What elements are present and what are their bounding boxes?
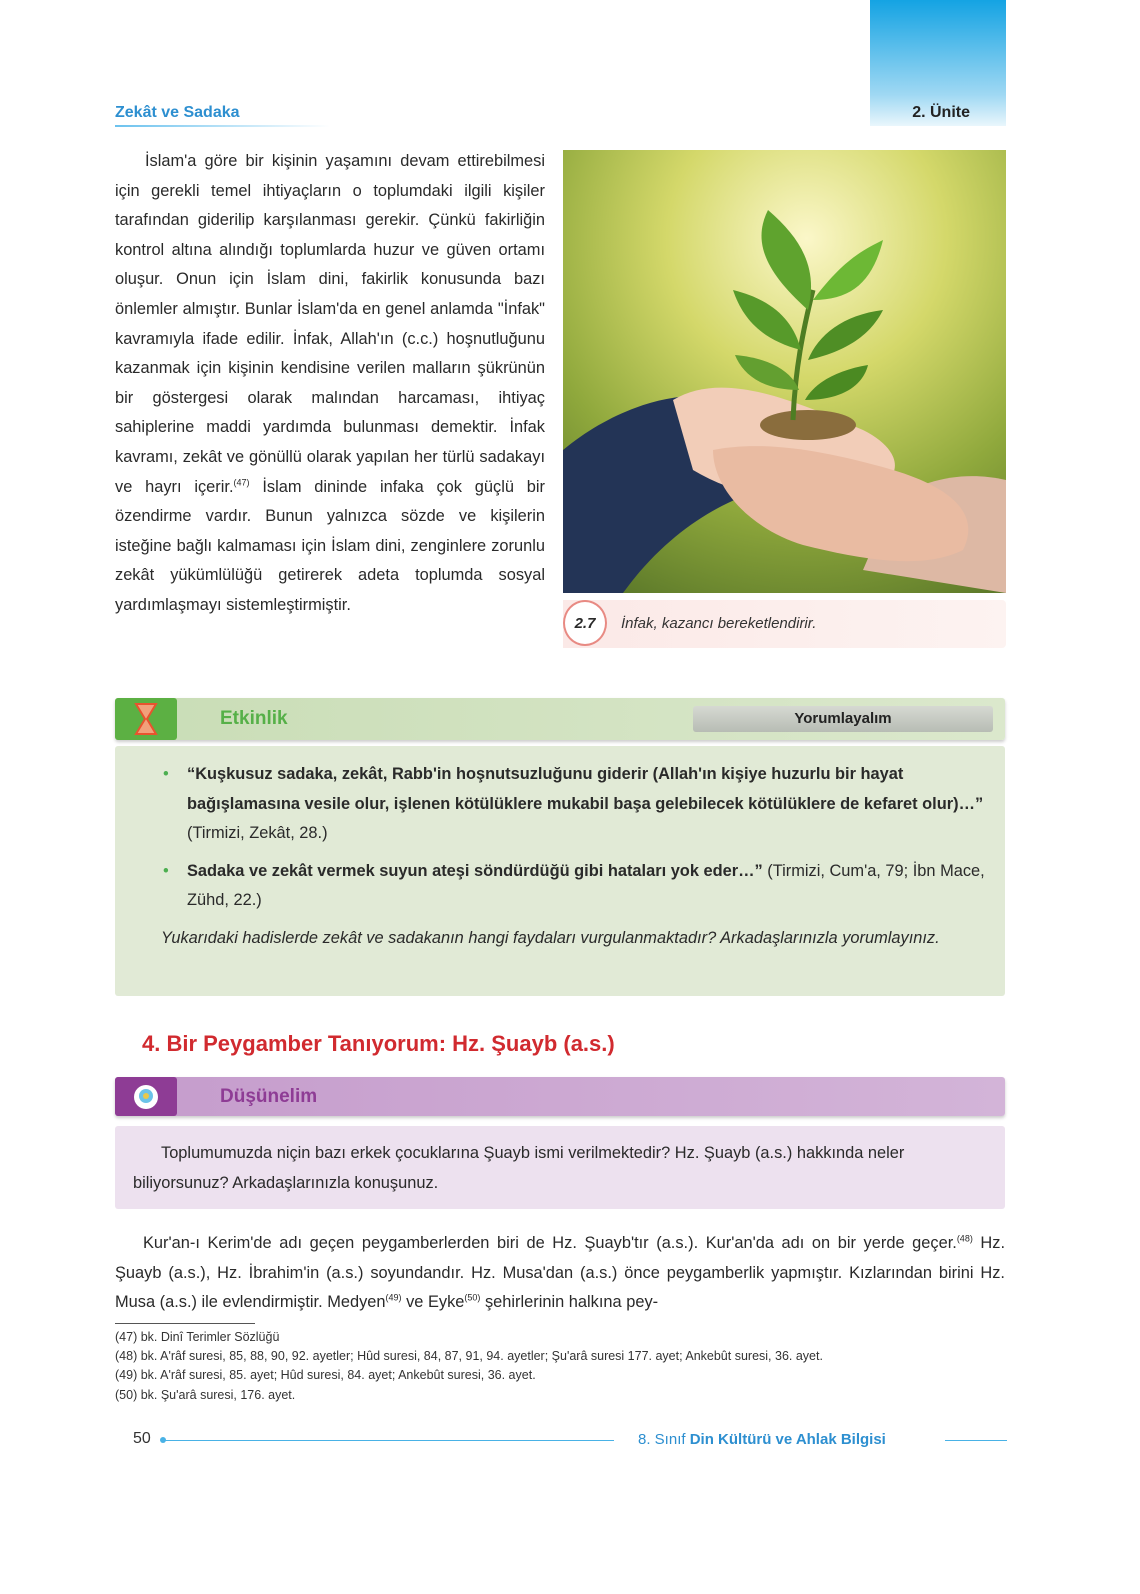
footnote-ref[interactable]: (50)	[464, 1292, 481, 1303]
hadith-item	[133, 760, 987, 849]
activity-label: Etkinlik	[220, 708, 288, 729]
hadith-item	[133, 857, 987, 916]
hadith-quote: “Kuşkusuz sadaka, zekât, Rabb'in hoşnutsuzluğunu giderir (Allah'ın kişiye huzurlu bir hayat bağışlamasına vesile olur, işlenen kötülüklere mukabil başa gelebilecek kötülüklere de kefaret olur)…”	[187, 765, 984, 813]
intro-text-cont: İslam dininde infaka çok güçlü bir özendirme vardır. Bunun yalnızca sözde ve kişilerin isteğine bağlı kalmaması için İslam dini, zenginlere zorunlu zekât yükümlülüğü getirerek adeta toplumda sosyal yardımlaşmayı sistemleştirmiştir.	[115, 477, 545, 614]
section-title: Zekât ve Sadaka	[115, 104, 240, 121]
hadith-source: (Tirmizi, Zekât, 28.)	[187, 824, 328, 843]
body-text: ve Eyke	[401, 1293, 465, 1312]
figure-photo-plant-in-hands	[563, 150, 1006, 593]
think-header	[115, 1077, 1005, 1116]
section-heading: 4. Bir Peygamber Tanıyorum: Hz. Şuayb (a.s.)	[142, 1031, 615, 1056]
bullet-icon: •	[163, 861, 169, 880]
intro-paragraph	[115, 147, 545, 621]
footnote: (48) bk. A'râf suresi, 85, 88, 90, 92. ayetler; Hûd suresi, 84, 87, 91, 94. ayetler; Şu'arâ suresi 177. ayet; Ankebût suresi, 36. ayet.	[115, 1349, 823, 1364]
body-text: Kur'an-ı Kerim'de adı geçen peygamberlerden biri de Hz. Şuayb'tır (a.s.). Kur'an'da adı on bir yerde geçer.	[143, 1234, 957, 1252]
section-underline	[115, 125, 330, 127]
hadith-quote: Sadaka ve zekât vermek suyun ateşi söndürdüğü gibi hataları yok eder…”	[187, 861, 763, 880]
hourglass-icon	[115, 698, 177, 740]
footer-grade: 8. Sınıf	[638, 1431, 690, 1448]
footnote-ref[interactable]: (48)	[956, 1233, 973, 1244]
figure-number: 2.7	[563, 600, 607, 646]
body-text: Hz. Şuayb (a.s.), Hz. İbrahim'in (a.s.) soyundandır. Hz. Musa'dan (a.s.) önce peygamberlik yapmıştır. Kızlarından birini Hz. Musa (a.s.) ile evlendirmiştir. Medyen	[115, 1234, 1006, 1312]
activity-box	[115, 746, 1005, 996]
activity-question: Yukarıdaki hadislerde zekât ve sadakanın hangi faydaları vurgulanmaktadır? Arkadaşlarınızla yorumlayınız.	[161, 928, 940, 947]
think-box: Toplumumuzda niçin bazı erkek çocuklarına Şuayb ismi verilmektedir? Hz. Şuayb (a.s.) hakkında neler biliyorsunuz? Arkadaşlarınızla konuşunuz.	[115, 1126, 1005, 1209]
footer-book: Din Kültürü ve Ahlak Bilgisi	[689, 1431, 886, 1448]
footer-book-title	[638, 1431, 886, 1448]
figure-caption	[563, 600, 1006, 648]
footnote: (50) bk. Şu'arâ suresi, 176. ayet.	[115, 1387, 296, 1402]
footnote: (47) bk. Dinî Terimler Sözlüğü	[115, 1330, 280, 1344]
footer-rule	[162, 1440, 614, 1441]
body-text: şehirlerinin halkına pey-	[480, 1293, 659, 1312]
footnote-ref[interactable]: (49)	[385, 1292, 402, 1303]
bullet-icon: •	[163, 765, 169, 783]
footnote-ref[interactable]: (47)	[233, 477, 250, 488]
activity-tag: Yorumlayalım	[693, 706, 993, 732]
footnote: (49) bk. A'râf suresi, 85. ayet; Hûd suresi, 84. ayet; Ankebût suresi, 36. ayet.	[115, 1368, 536, 1383]
thinking-head-icon	[115, 1077, 177, 1116]
hadith-source: (Tirmizi, Cum'a, 79; İbn Mace, Zühd, 22.)	[187, 861, 985, 910]
activity-header	[115, 698, 1005, 740]
footer-rule	[945, 1440, 1007, 1441]
figure-caption-text: İnfak, kazancı bereketlendirir.	[621, 615, 817, 632]
intro-text: İslam'a göre bir kişinin yaşamını devam ettirebilmesi için gerekli temel ihtiyaçların o toplumdaki ilgili kişiler tarafından giderilip karşılanması gerekir. Çünkü fakirliğin kontrol altına alındığı toplumlarda huzur ve güven ortamı oluşur. Onun için İslam dini, fakirlik konusunda bazı önlemler almıştır. Bunlar İslam'da en genel anlamda "İnfak" kavramıyla ifade edilir. İnfak, Allah'ın (c.c.) hoşnutluğunu kazanmak için kişinin kendisine verilen malların şükrünün bir göstergesi olarak malından harcaması, ihtiyaç sahiplerine maddi yardımda bulunması demektir. İnfak kavramı, zekât ve gönüllü olarak yapılan her türlü sadakayı ve hayrı içerir.	[115, 152, 545, 496]
unit-label: 2. Ünite	[912, 104, 970, 121]
footnotes	[115, 1328, 1010, 1405]
footnote-divider	[115, 1323, 255, 1324]
body-paragraph	[115, 1229, 1005, 1318]
think-label: Düşünelim	[220, 1086, 318, 1107]
page-number: 50	[133, 1430, 151, 1447]
